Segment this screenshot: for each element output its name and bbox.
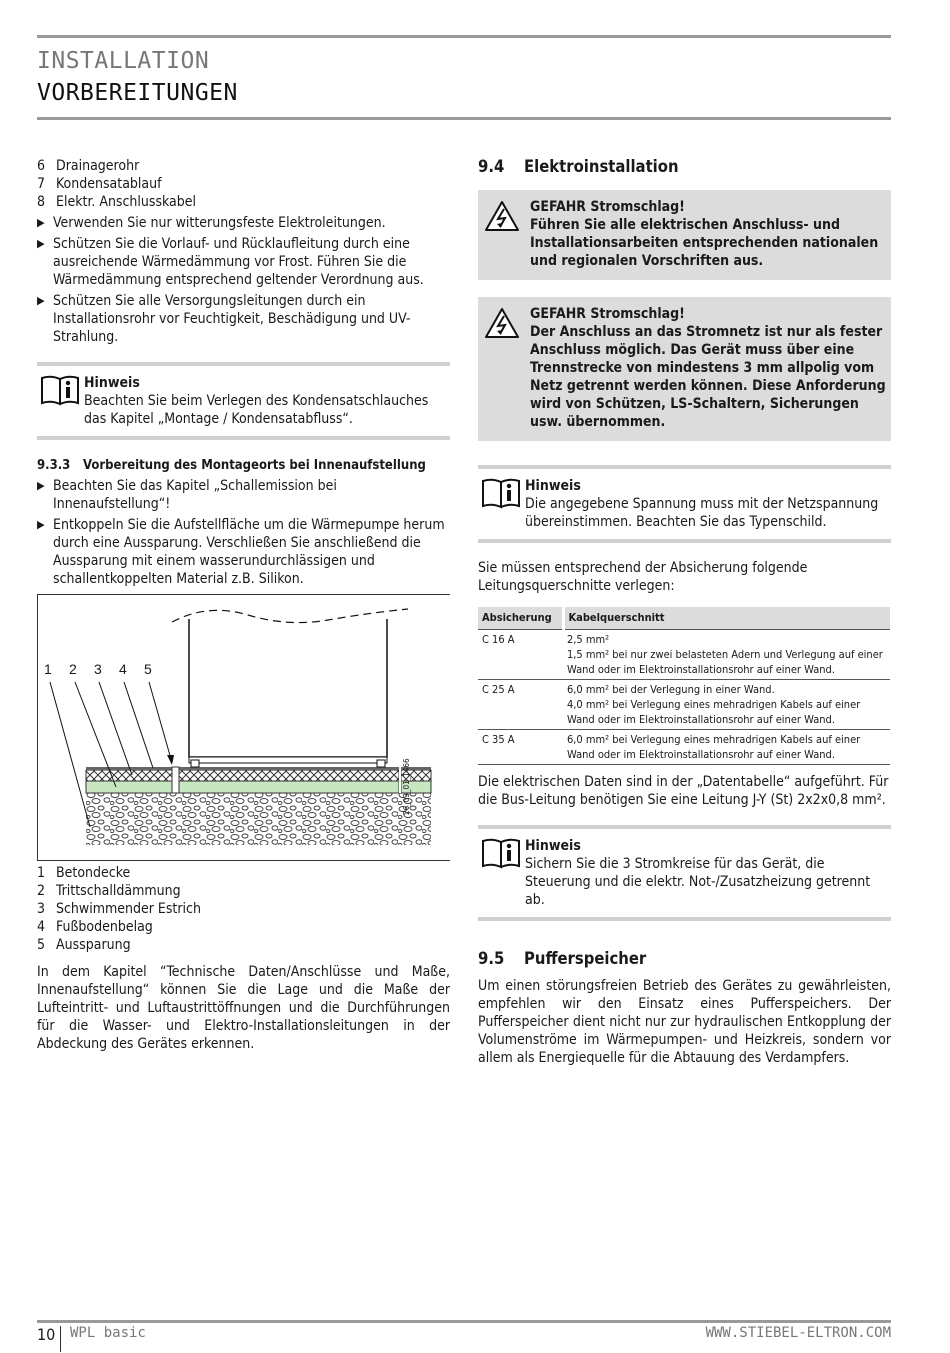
- figure-label-1: 1: [44, 661, 52, 677]
- bullet-item: ▶ Entkoppeln Sie die Aufstellfläche um die Wärmepumpe herum durch eine Aussparung. Verschließen Sie anschließend die Aussparung mit einem wasserundurchlässigen und schallentkoppelten Material z.B. Silikon.: [37, 517, 445, 587]
- bullet-list-top: [37, 214, 450, 346]
- note-text: Sichern Sie die 3 Stromkreise für das Gerät, die Steuerung und die elektr. Not-/Zusatzheizung getrennt ab.: [525, 855, 871, 908]
- header-rule-top: [37, 35, 891, 38]
- legend-item: 4 Fußbodenbelag: [37, 919, 153, 935]
- table-header-cell: Absicherung: [478, 607, 563, 629]
- danger-text: Führen Sie alle elektrischen Anschluss- und Installationsarbeiten entsprechenden nationalen und regionalen Vorschriften aus.: [530, 217, 879, 269]
- list-item: 6 Drainagerohr: [37, 158, 140, 174]
- footer-separator: [60, 1326, 61, 1352]
- electric-warning-icon: [484, 198, 530, 270]
- table-cell: 6,0 mm² bei der Verlegung in einer Wand. 4,0 mm² bei Verlegung eines mehradrigen Kabels auf einer Wand oder im Elektroinstallationsrohr auf einer Wand.: [563, 679, 890, 729]
- table-cell: C 25 A: [478, 679, 563, 729]
- bullet-item: ▶ Schützen Sie die Vorlauf- und Rücklaufleitung durch eine ausreichende Wärmedämmung vor Frost. Führen Sie die Wärmedämmung entsprechend geltender Verordnung aus.: [37, 236, 424, 288]
- cable-table: [478, 607, 890, 765]
- table-cell: C 35 A: [478, 729, 563, 764]
- page-number: 10: [37, 1325, 56, 1344]
- electric-warning-icon: [484, 305, 530, 431]
- figure-code: 26_03_01_1466: [402, 758, 411, 815]
- section-title: VORBEREITUNGEN: [37, 80, 238, 106]
- legend-item: 1 Betondecke: [37, 865, 131, 881]
- danger-text: Der Anschluss an das Stromnetz ist nur als fester Anschluss möglich. Das Gerät muss über eine Trennstrecke von mindestens 3 mm allpolig vom Netz getrennt werden können. Diese Anforderung wird von Schützen, LS-Schaltern, Sicherungen usw. übernommen.: [530, 324, 886, 430]
- danger-box-2: [478, 297, 891, 441]
- note-text: Beachten Sie beim Verlegen des Kondensatschlauches das Kapitel „Montage / Kondensatabfluss“.: [84, 393, 429, 427]
- figure-legend: [37, 864, 450, 954]
- after-table-paragraph: Die elektrischen Daten sind in der „Datentabelle“ aufgeführt. Für die Bus-Leitung benötigen Sie eine Leitung J-Y (St) 2x2x0,8 mm².: [478, 773, 889, 808]
- triangle-bullet-icon: ▶: [37, 294, 45, 307]
- parts-list-top: [37, 157, 450, 211]
- list-item: 8 Elektr. Anschlusskabel: [37, 194, 197, 210]
- list-item: 7 Kondensatablauf: [37, 176, 162, 192]
- floor-cross-section-diagram: [38, 595, 450, 861]
- section-heading-9-4: 9.4 Elektroinstallation: [478, 157, 679, 176]
- bullet-item: ▶ Beachten Sie das Kapitel „Schallemission bei Innenaufstellung“!: [37, 478, 337, 512]
- book-info-icon: [481, 837, 525, 909]
- figure-label-5: 5: [144, 661, 152, 677]
- legend-item: 3 Schwimmender Estrich: [37, 901, 201, 917]
- triangle-bullet-icon: ▶: [37, 216, 45, 229]
- table-row: [478, 629, 890, 679]
- danger-title: GEFAHR Stromschlag!: [530, 306, 685, 322]
- hinweis-box: [37, 362, 450, 440]
- left-column: [37, 157, 450, 1053]
- footer-rule: [37, 1320, 891, 1323]
- table-row: [478, 679, 890, 729]
- figure-label-4: 4: [119, 661, 127, 677]
- table-cell: 2,5 mm² 1,5 mm² bei nur zwei belasteten Adern und Verlegung auf einer Wand oder im Elektroinstallationsrohr auf einer Wand.: [563, 629, 890, 679]
- triangle-bullet-icon: ▶: [37, 237, 45, 250]
- closing-paragraph: In dem Kapitel “Technische Daten/Anschlüsse und Maße, Innenaufstellung“ können Sie die Lage und die Maße der Lufteintritt- und Luftaustrittöffnungen und die Durchführungen für die Wasser- und Elektro-Installationsleitungen in der Abdeckung des Gerätes erkennen.: [37, 964, 450, 1052]
- installation-figure: [37, 594, 450, 861]
- hinweis-box: [478, 465, 891, 543]
- header-rule-bottom: [37, 117, 891, 120]
- table-cell: C 16 A: [478, 629, 563, 679]
- section-heading-9-3-3: 9.3.3 Vorbereitung des Montageorts bei Innenaufstellung: [37, 458, 426, 473]
- table-header-cell: Kabelquerschnitt: [563, 607, 890, 629]
- section-heading-9-5: 9.5 Pufferspeicher: [478, 948, 647, 968]
- table-header-row: [478, 607, 890, 629]
- website-url: WWW.STIEBEL-ELTRON.COM: [705, 1325, 891, 1341]
- right-column: [478, 157, 891, 1067]
- book-info-icon: [481, 477, 525, 531]
- intro-paragraph: Sie müssen entsprechend der Absicherung folgende Leitungsquerschnitte verlegen:: [478, 560, 808, 594]
- table-row: [478, 729, 890, 764]
- chapter-title: INSTALLATION: [37, 48, 210, 74]
- note-text: Die angegebene Spannung muss mit der Netzspannung übereinstimmen. Beachten Sie das Typenschild.: [525, 496, 879, 530]
- note-title: Hinweis: [525, 837, 581, 854]
- bullet-list-mid: [37, 477, 450, 588]
- bullet-item: ▶ Schützen Sie alle Versorgungsleitungen durch ein Installationsrohr vor Feuchtigkeit, Beschädigung und UV-Strahlung.: [37, 293, 411, 345]
- legend-item: 2 Trittschalldämmung: [37, 883, 181, 899]
- bullet-item: ▶ Verwenden Sie nur witterungsfeste Elektroleitungen.: [37, 215, 386, 231]
- figure-label-2: 2: [69, 661, 77, 677]
- danger-box-1: [478, 190, 891, 280]
- note-title: Hinweis: [84, 375, 140, 391]
- legend-item: 5 Aussparung: [37, 937, 131, 953]
- figure-label-3: 3: [94, 661, 102, 677]
- hinweis-box: [478, 825, 891, 921]
- note-title: Hinweis: [525, 478, 581, 494]
- pufferspeicher-paragraph: Um einen störungsfreien Betrieb des Gerätes zu gewährleisten, empfehlen wir den Einsatz eines Pufferspeichers. Der Pufferspeicher dient nicht nur zur hydraulischen Entkopplung der Volumenströme im Wärmepumpen- und Heizkreis, sondern vor allem als Energiequelle für die Abtauung des Verdampfers.: [478, 977, 891, 1066]
- product-name: WPL basic: [70, 1325, 146, 1341]
- triangle-bullet-icon: ▶: [37, 518, 45, 531]
- table-cell: 6,0 mm² bei Verlegung eines mehradrigen Kabels auf einer Wand oder im Elektroinstallationsrohr auf einer Wand.: [563, 729, 890, 764]
- danger-title: GEFAHR Stromschlag!: [530, 199, 685, 215]
- triangle-bullet-icon: ▶: [37, 479, 45, 492]
- book-info-icon: [40, 374, 84, 428]
